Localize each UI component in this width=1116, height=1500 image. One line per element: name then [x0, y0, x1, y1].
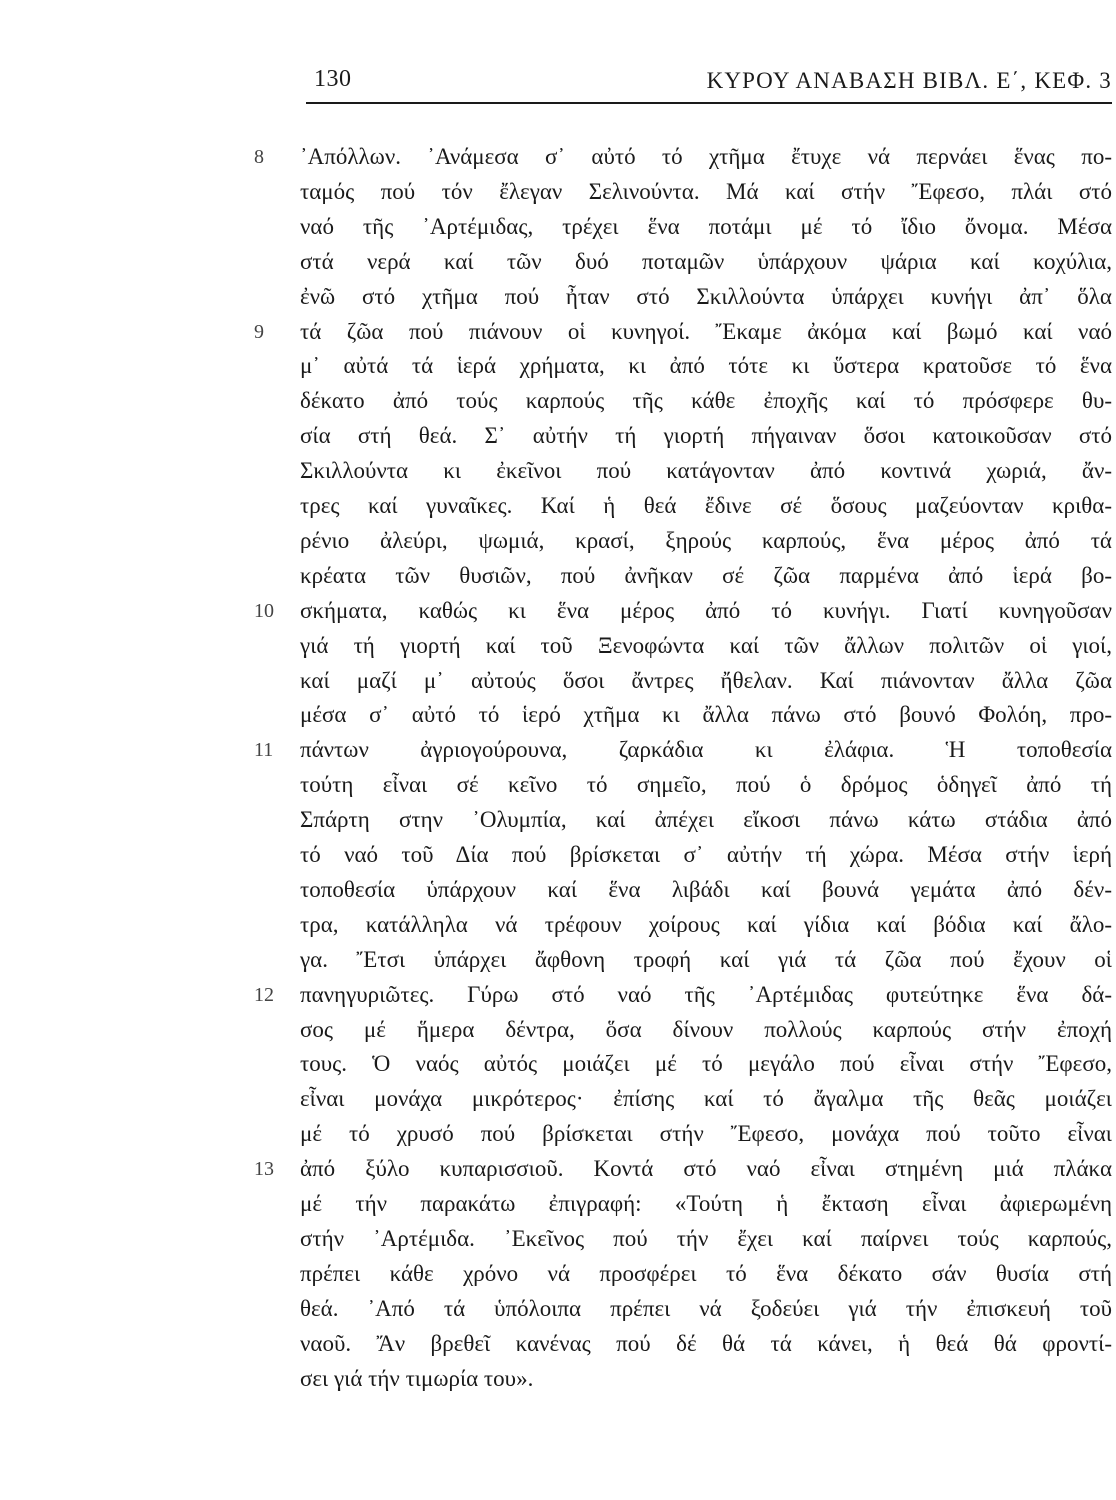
text-line: [300, 207, 1112, 247]
text-line-content: μέ τήν παρακάτω ἐπιγραφή: «Τούτη ἡ ἔκταση εἶναι ἀφιερωμένη: [300, 1191, 1112, 1216]
text-line: [300, 556, 1112, 596]
text-line-content: τρες καί γυναῖκες. Καί ἡ θεά ἔδινε σέ ὅσους μαζεύονταν κριθα-: [300, 493, 1112, 518]
text-line: [300, 1289, 1112, 1329]
text-line: [300, 381, 1112, 421]
text-line-content: γιά τή γιορτή καί τοῦ Ξενοφώντα καί τῶν ἄλλων πολιτῶν οἱ γιοί,: [300, 633, 1112, 658]
text-line: [300, 1254, 1112, 1294]
text-line-content: τοποθεσία ὑπάρχουν καί ἕνα λιβάδι καί βουνά γεμάτα ἀπό δέν-: [300, 877, 1112, 902]
text-line-content: ἐνῶ στό χτῆμα πού ἦταν στό Σκιλλούντα ὑπάρχει κυνήγι ἀπ᾿ ὅλα: [300, 284, 1112, 309]
text-line-content: στά νερά καί τῶν δυό ποταμῶν ὑπάρχουν ψάρια καί κοχύλια,: [300, 249, 1112, 274]
text-line-content: μέσα σ᾿ αὐτό τό ἱερό χτῆμα κι ἄλλα πάνω στό βουνό Φολόη, προ-: [300, 702, 1112, 727]
text-line: [300, 730, 1112, 770]
text-line: [300, 451, 1112, 491]
section-number: 9: [254, 321, 264, 343]
text-line: [300, 1044, 1112, 1084]
text-line: [300, 416, 1112, 456]
text-line-content: Σκιλλούντα κι ἐκεῖνοι πού κατάγονταν ἀπό κοντινά χωριά, ἄν-: [300, 458, 1112, 483]
text-line-content: σος μέ ἥμερα δέντρα, ὅσα δίνουν πολλούς καρπούς στήν ἐποχή: [300, 1017, 1112, 1042]
section-number: 8: [254, 146, 264, 168]
section-number: 13: [254, 1158, 274, 1180]
section-number: 10: [254, 600, 274, 622]
text-line-content: γα. Ἔτσι ὑπάρχει ἄφθονη τροφή καί γιά τά ζῶα πού ἔχουν οἱ: [300, 947, 1112, 972]
text-line-content: ναό τῆς ᾿Αρτέμιδας, τρέχει ἕνα ποτάμι μέ τό ἴδιο ὄνομα. Μέσα: [300, 214, 1112, 239]
page-header: [306, 66, 1114, 104]
text-line-content: τρα, κατάλληλα νά τρέφουν χοίρους καί γίδια καί βόδια καί ἄλο-: [300, 912, 1112, 937]
text-line-content: σκήματα, καθώς κι ἕνα μέρος ἀπό τό κυνήγι. Γιατί κυνηγοῦσαν: [300, 598, 1112, 623]
text-line: [300, 137, 1112, 177]
text-line-content: πρέπει κάθε χρόνο νά προσφέρει τό ἕνα δέκατο σάν θυσία στή: [300, 1261, 1112, 1286]
text-line: [300, 905, 1112, 945]
text-line-content: ναοῦ. Ἄν βρεθεῖ κανένας πού δέ θά τά κάνει, ἡ θεά θά φροντί-: [300, 1331, 1112, 1356]
text-line: [300, 242, 1112, 282]
text-line-content: κρέατα τῶν θυσιῶν, πού ἀνῆκαν σέ ζῶα παρμένα ἀπό ἱερά βο-: [300, 563, 1112, 588]
text-line: [300, 870, 1112, 910]
text-line-content: ᾿Απόλλων. ᾿Ανάμεσα σ᾿ αὐτό τό χτῆμα ἔτυχε νά περνάει ἕνας πο-: [300, 144, 1112, 169]
text-line: [300, 1149, 1112, 1189]
section-number: 12: [254, 984, 274, 1006]
text-line-content: μέ τό χρυσό πού βρίσκεται στήν Ἔφεσο, μονάχα πού τοῦτο εἶναι: [300, 1121, 1112, 1146]
text-line: [300, 1359, 1112, 1399]
text-line-content: εἶναι μονάχα μικρότερος· ἐπίσης καί τό ἄγαλμα τῆς θεᾶς μοιάζει: [300, 1086, 1112, 1111]
text-line: [300, 975, 1112, 1015]
text-line: [300, 172, 1112, 212]
text-line: [300, 765, 1112, 805]
text-line: [300, 695, 1112, 735]
text-line: [300, 486, 1112, 526]
text-line-content: πανηγυριῶτες. Γύρω στό ναό τῆς ᾿Αρτέμιδας φυτεύτηκε ἕνα δά-: [300, 982, 1112, 1007]
text-line: [300, 800, 1112, 840]
text-line-content: μ᾿ αὐτά τά ἱερά χρήματα, κι ἀπό τότε κι ὕστερα κρατοῦσε τό ἕνα: [300, 353, 1112, 378]
text-line-content: ἀπό ξύλο κυπαρισσιοῦ. Κοντά στό ναό εἶναι στημένη μιά πλάκα: [300, 1156, 1112, 1181]
page-number: 130: [314, 66, 352, 92]
text-line-content: σία στή θεά. Σ᾿ αὐτήν τή γιορτή πήγαιναν ὅσοι κατοικοῦσαν στό: [300, 423, 1112, 448]
text-line-content: τους. Ὁ ναός αὐτός μοιάζει μέ τό μεγάλο πού εἶναι στήν Ἔφεσο,: [300, 1051, 1112, 1076]
text-line-content: ταμός πού τόν ἔλεγαν Σελινούντα. Μά καί στήν Ἔφεσο, πλάι στό: [300, 179, 1112, 204]
text-line-content: σει γιά τήν τιμωρία του».: [300, 1366, 534, 1391]
text-line-content: στήν ᾿Αρτέμιδα. ᾿Εκεῖνος πού τήν ἔχει καί παίρνει τούς καρπούς,: [300, 1226, 1112, 1251]
text-line-content: ρένιο ἀλεύρι, ψωμιά, κρασί, ξηρούς καρπούς, ἕνα μέρος ἀπό τά: [300, 528, 1112, 553]
text-line-content: θεά. ᾿Από τά ὑπόλοιπα πρέπει νά ξοδεύει γιά τήν ἐπισκευή τοῦ: [300, 1296, 1112, 1321]
text-line: [300, 835, 1112, 875]
section-number: 11: [254, 739, 274, 761]
text-line: [300, 346, 1112, 386]
text-line: [300, 591, 1112, 631]
text-line-content: Σπάρτη στην ᾿Ολυμπία, καί ἀπέχει εἴκοσι πάνω κάτω στάδια ἀπό: [300, 807, 1112, 832]
text-line: [300, 1324, 1112, 1364]
running-title: ΚΥΡΟΥ ΑΝΑΒΑΣΗ ΒΙΒΛ. Ε΄, ΚΕΦ. 3: [706, 68, 1112, 93]
text-line-content: δέκατο ἀπό τούς καρπούς τῆς κάθε ἐποχῆς καί τό πρόσφερε θυ-: [300, 388, 1112, 413]
text-line-content: πάντων ἀγριογούρουνα, ζαρκάδια κι ἐλάφια. Ἡ τοποθεσία: [300, 737, 1112, 762]
text-line: [300, 1184, 1112, 1224]
text-line: [300, 1219, 1112, 1259]
text-line: [300, 940, 1112, 980]
text-line: [300, 1079, 1112, 1119]
text-line-content: καί μαζί μ᾿ αὐτούς ὅσοι ἄντρες ἤθελαν. Καί πιάνονταν ἄλλα ζῶα: [300, 668, 1112, 693]
text-line: [300, 1114, 1112, 1154]
text-line-content: τό ναό τοῦ Δία πού βρίσκεται σ᾿ αὐτήν τή χώρα. Μέσα στήν ἱερή: [300, 842, 1112, 867]
text-line-content: τά ζῶα πού πιάνουν οἱ κυνηγοί. Ἔκαμε ἀκόμα καί βωμό καί ναό: [300, 319, 1112, 344]
text-line: [300, 626, 1112, 666]
text-line: [300, 277, 1112, 317]
header-rule: [306, 102, 1112, 104]
text-line: [300, 521, 1112, 561]
text-line-content: τούτη εἶναι σέ κεῖνο τό σημεῖο, πού ὁ δρόμος ὁδηγεῖ ἀπό τή: [300, 772, 1112, 797]
